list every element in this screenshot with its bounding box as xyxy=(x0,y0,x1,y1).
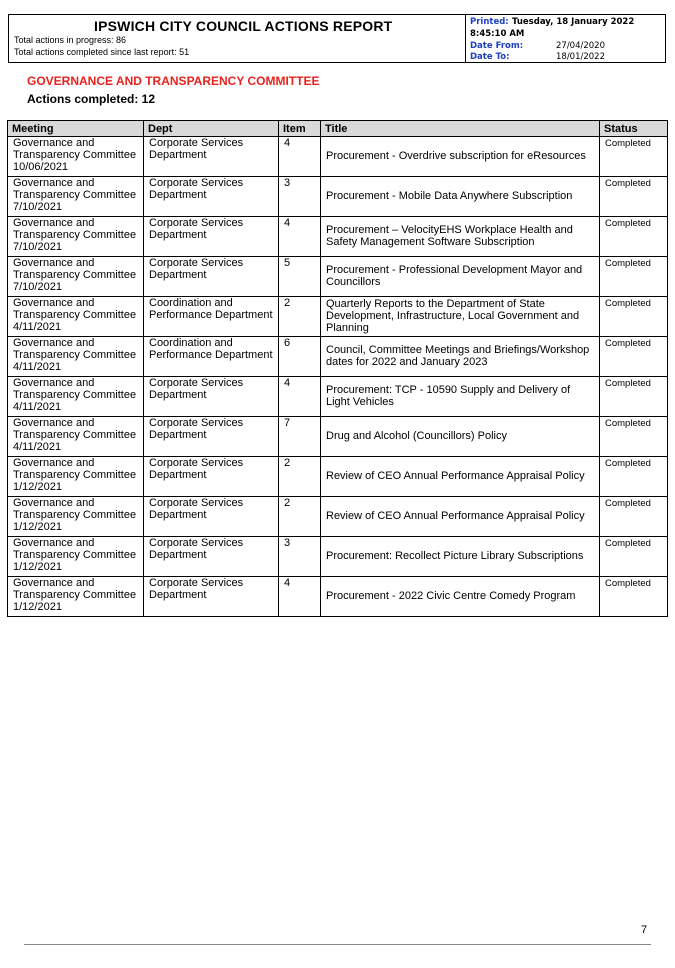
cell-title: Procurement - Professional Development Mayor and Councillors xyxy=(321,257,600,297)
cell-item: 4 xyxy=(279,577,321,617)
meeting-line: Governance and xyxy=(13,377,95,389)
meeting-line: Transparency Committee xyxy=(13,149,137,162)
cell-status: Completed xyxy=(600,337,668,377)
table-row xyxy=(8,377,668,417)
cell-status: Completed xyxy=(600,417,668,457)
cell-meeting xyxy=(8,297,144,337)
cell-item: 4 xyxy=(279,217,321,257)
column-header-item: Item xyxy=(279,121,321,137)
table-row xyxy=(8,257,668,297)
cell-dept xyxy=(144,457,279,497)
cell-meeting xyxy=(8,137,144,177)
cell-status: Completed xyxy=(600,577,668,617)
dept-line: Department xyxy=(149,469,207,482)
dept-line: Coordination and xyxy=(149,297,233,309)
meeting-line: Transparency Committee xyxy=(13,229,137,242)
cell-meeting xyxy=(8,377,144,417)
meeting-line: Transparency Committee xyxy=(13,509,137,522)
meeting-line: 4/11/2021 xyxy=(13,401,62,414)
dept-line: Corporate Services xyxy=(149,217,244,229)
meeting-line: Governance and xyxy=(13,497,95,509)
dept-line: Department xyxy=(149,229,207,242)
actions-table xyxy=(7,120,668,617)
cell-item: 5 xyxy=(279,257,321,297)
cell-dept xyxy=(144,377,279,417)
page-number: 7 xyxy=(641,924,648,936)
actions-completed-count: Actions completed: 12 xyxy=(27,92,156,106)
cell-dept xyxy=(144,137,279,177)
table-row xyxy=(8,337,668,377)
cell-meeting xyxy=(8,577,144,617)
column-header-status: Status xyxy=(600,121,668,137)
footer-rule xyxy=(24,944,651,945)
dept-line: Department xyxy=(149,589,207,602)
dept-line: Department xyxy=(149,149,207,162)
cell-status: Completed xyxy=(600,377,668,417)
cell-status: Completed xyxy=(600,257,668,297)
table-row xyxy=(8,177,668,217)
cell-dept xyxy=(144,537,279,577)
printed-time: 8:45:10 AM xyxy=(470,29,525,39)
dept-line: Performance Department xyxy=(149,309,273,322)
meeting-line: Governance and xyxy=(13,417,95,429)
date-to-label: Date To: xyxy=(470,52,510,62)
cell-status: Completed xyxy=(600,297,668,337)
dept-line: Corporate Services xyxy=(149,177,244,189)
printed-value: Tuesday, 18 January 2022 xyxy=(512,17,635,27)
cell-title: Drug and Alcohol (Councillors) Policy xyxy=(321,417,600,457)
dept-line: Corporate Services xyxy=(149,457,244,469)
cell-status: Completed xyxy=(600,537,668,577)
cell-item: 3 xyxy=(279,177,321,217)
cell-title: Council, Committee Meetings and Briefings/Workshop dates for 2022 and January 2023 xyxy=(321,337,600,377)
meeting-line: Governance and xyxy=(13,137,95,149)
dept-line: Department xyxy=(149,429,207,442)
dept-line: Department xyxy=(149,189,207,202)
actions-in-progress: Total actions in progress: 86 xyxy=(14,35,127,45)
cell-meeting xyxy=(8,337,144,377)
cell-item: 2 xyxy=(279,457,321,497)
table-row xyxy=(8,457,668,497)
cell-dept xyxy=(144,297,279,337)
meeting-line: 7/10/2021 xyxy=(13,241,62,254)
meeting-line: Governance and xyxy=(13,257,95,269)
cell-item: 2 xyxy=(279,297,321,337)
meeting-line: Transparency Committee xyxy=(13,589,137,602)
cell-meeting xyxy=(8,457,144,497)
cell-meeting xyxy=(8,257,144,297)
column-header-meeting: Meeting xyxy=(8,121,144,137)
dept-line: Corporate Services xyxy=(149,257,244,269)
meeting-line: 1/12/2021 xyxy=(13,601,62,614)
dept-line: Corporate Services xyxy=(149,377,244,389)
table-row xyxy=(8,137,668,177)
cell-item: 2 xyxy=(279,497,321,537)
cell-title: Procurement - 2022 Civic Centre Comedy Program xyxy=(321,577,600,617)
cell-title: Procurement - Overdrive subscription for eResources xyxy=(321,137,600,177)
date-from-label: Date From: xyxy=(470,41,524,51)
meeting-line: Governance and xyxy=(13,577,95,589)
meeting-line: Transparency Committee xyxy=(13,309,137,322)
column-header-title: Title xyxy=(321,121,600,137)
dept-line: Department xyxy=(149,269,207,282)
report-title: IPSWICH CITY COUNCIL ACTIONS REPORT xyxy=(94,18,393,34)
cell-dept xyxy=(144,417,279,457)
table-row xyxy=(8,417,668,457)
meeting-line: 7/10/2021 xyxy=(13,201,62,214)
meeting-line: 1/12/2021 xyxy=(13,481,62,494)
meeting-line: Transparency Committee xyxy=(13,269,137,282)
dept-line: Department xyxy=(149,549,207,562)
cell-meeting xyxy=(8,537,144,577)
meeting-line: 4/11/2021 xyxy=(13,321,62,334)
committee-heading: GOVERNANCE AND TRANSPARENCY COMMITTEE xyxy=(27,74,320,88)
printed-label: Printed: xyxy=(470,17,509,27)
cell-title: Review of CEO Annual Performance Appraisal Policy xyxy=(321,457,600,497)
meeting-line: Transparency Committee xyxy=(13,389,137,402)
meeting-line: 1/12/2021 xyxy=(13,561,62,574)
meeting-line: 10/06/2021 xyxy=(13,161,69,174)
table-row xyxy=(8,577,668,617)
cell-status: Completed xyxy=(600,217,668,257)
dept-line: Corporate Services xyxy=(149,137,244,149)
dept-line: Coordination and xyxy=(149,337,233,349)
table-row xyxy=(8,297,668,337)
header-divider xyxy=(465,15,466,62)
cell-title: Procurement: TCP - 10590 Supply and Delivery of Light Vehicles xyxy=(321,377,600,417)
dept-line: Corporate Services xyxy=(149,417,244,429)
meeting-line: Governance and xyxy=(13,177,95,189)
table-body xyxy=(8,137,668,617)
meeting-line: Governance and xyxy=(13,217,95,229)
dept-line: Corporate Services xyxy=(149,577,244,589)
table-row xyxy=(8,497,668,537)
cell-dept xyxy=(144,177,279,217)
cell-title: Procurement: Recollect Picture Library Subscriptions xyxy=(321,537,600,577)
meeting-line: 4/11/2021 xyxy=(13,361,62,374)
cell-item: 6 xyxy=(279,337,321,377)
cell-item: 7 xyxy=(279,417,321,457)
report-header xyxy=(8,14,666,63)
meeting-line: Transparency Committee xyxy=(13,469,137,482)
cell-meeting xyxy=(8,217,144,257)
actions-completed-since: Total actions completed since last report: 51 xyxy=(14,47,190,57)
meeting-line: Governance and xyxy=(13,337,95,349)
cell-item: 4 xyxy=(279,137,321,177)
cell-title: Procurement – VelocityEHS Workplace Health and Safety Management Software Subscription xyxy=(321,217,600,257)
dept-line: Department xyxy=(149,389,207,402)
meeting-line: Governance and xyxy=(13,297,95,309)
cell-meeting xyxy=(8,177,144,217)
dept-line: Corporate Services xyxy=(149,497,244,509)
cell-item: 3 xyxy=(279,537,321,577)
meeting-line: Governance and xyxy=(13,457,95,469)
cell-dept xyxy=(144,337,279,377)
meeting-line: Transparency Committee xyxy=(13,349,137,362)
table-row xyxy=(8,537,668,577)
dept-line: Department xyxy=(149,509,207,522)
meeting-line: Governance and xyxy=(13,537,95,549)
date-from-value: 27/04/2020 xyxy=(556,41,605,51)
table-row xyxy=(8,217,668,257)
cell-dept xyxy=(144,577,279,617)
meeting-line: 1/12/2021 xyxy=(13,521,62,534)
cell-dept xyxy=(144,257,279,297)
cell-meeting xyxy=(8,497,144,537)
cell-status: Completed xyxy=(600,497,668,537)
cell-dept xyxy=(144,497,279,537)
meeting-line: Transparency Committee xyxy=(13,189,137,202)
cell-title: Quarterly Reports to the Department of State Development, Infrastructure, Local Government and Planning xyxy=(321,297,600,337)
meeting-line: Transparency Committee xyxy=(13,549,137,562)
meeting-line: Transparency Committee xyxy=(13,429,137,442)
cell-dept xyxy=(144,217,279,257)
dept-line: Performance Department xyxy=(149,349,273,362)
cell-status: Completed xyxy=(600,457,668,497)
cell-meeting xyxy=(8,417,144,457)
meeting-line: 7/10/2021 xyxy=(13,281,62,294)
cell-status: Completed xyxy=(600,137,668,177)
date-to-value: 18/01/2022 xyxy=(556,52,605,62)
table-header-row xyxy=(8,121,668,137)
dept-line: Corporate Services xyxy=(149,537,244,549)
cell-item: 4 xyxy=(279,377,321,417)
cell-title: Review of CEO Annual Performance Appraisal Policy xyxy=(321,497,600,537)
column-header-dept: Dept xyxy=(144,121,279,137)
cell-status: Completed xyxy=(600,177,668,217)
cell-title: Procurement - Mobile Data Anywhere Subscription xyxy=(321,177,600,217)
meeting-line: 4/11/2021 xyxy=(13,441,62,454)
